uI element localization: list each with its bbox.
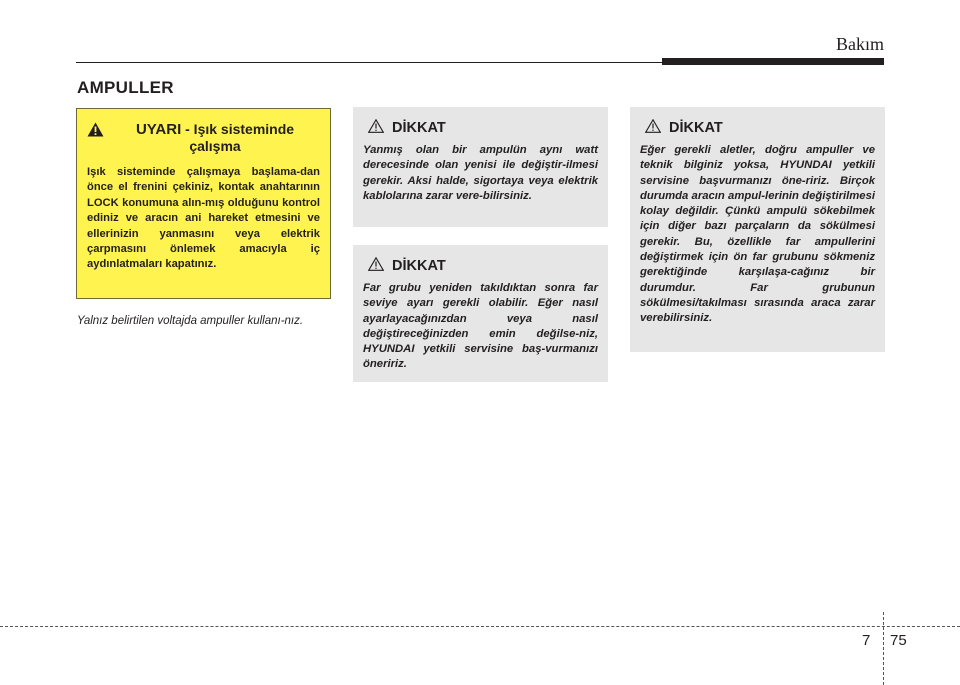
caution-heading [368,257,598,275]
caution-title: DİKKAT [392,258,446,274]
section-title: AMPULLER [77,78,174,97]
header-rule [76,62,676,63]
page-number: 75 [890,632,907,649]
caution-title: DİKKAT [392,120,446,136]
warning-box [76,108,331,299]
caution-triangle-icon [645,119,661,137]
footer-divider [883,612,884,685]
caution-body: Far grubu yeniden takıldıktan sonra far seviye ayarı gerekli olabilir. Eğer nasıl ayarlayacağınızdan veya nasıl değiştireceğinizden emin değilse-niz, HYUNDAI yetkili servisine baş-vurmanızı öneririz. [363,282,598,371]
caution-triangle-icon [368,119,384,137]
header-rule-thick [662,58,884,65]
warning-subject: - Işık sisteminde çalışma [181,121,295,154]
caution-body: Eğer gerekli aletler, doğru ampuller ve teknik bilginiz yoksa, HYUNDAI yetkili servisine başvurmanızı öne-ririz. Birçok durumda aracın ampul-lerinin değiştirilmesi kolay değildir. Çünkü ampulü sökebilmek için diğer bazı parçaların da sökülmesi gerekir. Bu, özellikle far ampullerini değiştirmek için ön far grubunu sökmeniz gerektiğinde karşılaşa-cağınız bir durumdur. Far grubunun sökülmesi/takılması sırasında araca zarar verebilirsiniz. [640,144,875,325]
warning-triangle-icon [87,122,104,141]
caution-heading [368,119,598,137]
caution-title: DİKKAT [669,120,723,136]
footer-rule [0,626,960,627]
chapter-number: 7 [862,632,871,649]
warning-word: UYARI [135,121,182,138]
caution-body: Yanmış olan bir ampulün aynı watt derecesinde olan yenisi ile değiştir-ilmesi gerekir. Aksi halde, sigortaya veya elektrik kablolarına zarar vere-bilirsiniz. [363,144,598,202]
caution-box-1 [353,107,608,227]
caution-heading [645,119,875,137]
caution-triangle-icon [368,257,384,275]
running-header: Bakım [836,34,884,54]
warning-heading [87,121,320,155]
caution-box-2 [353,245,608,382]
voltage-note: Yalnız belirtilen voltajda ampuller kullanı-nız. [77,315,304,327]
warning-body: Işık sisteminde çalışmaya başlama-dan önce el frenini çekiniz, kontak anahtarının LOCK konumuna alın-mış olduğunu kontrol ediniz ve aracın ani hareket etmesini ve ellerinizin yanmasını veya elektrik çarpmasını önlemek amacıyla iç aydınlatmaları kapatınız. [87,166,320,271]
caution-box-3 [630,107,885,352]
